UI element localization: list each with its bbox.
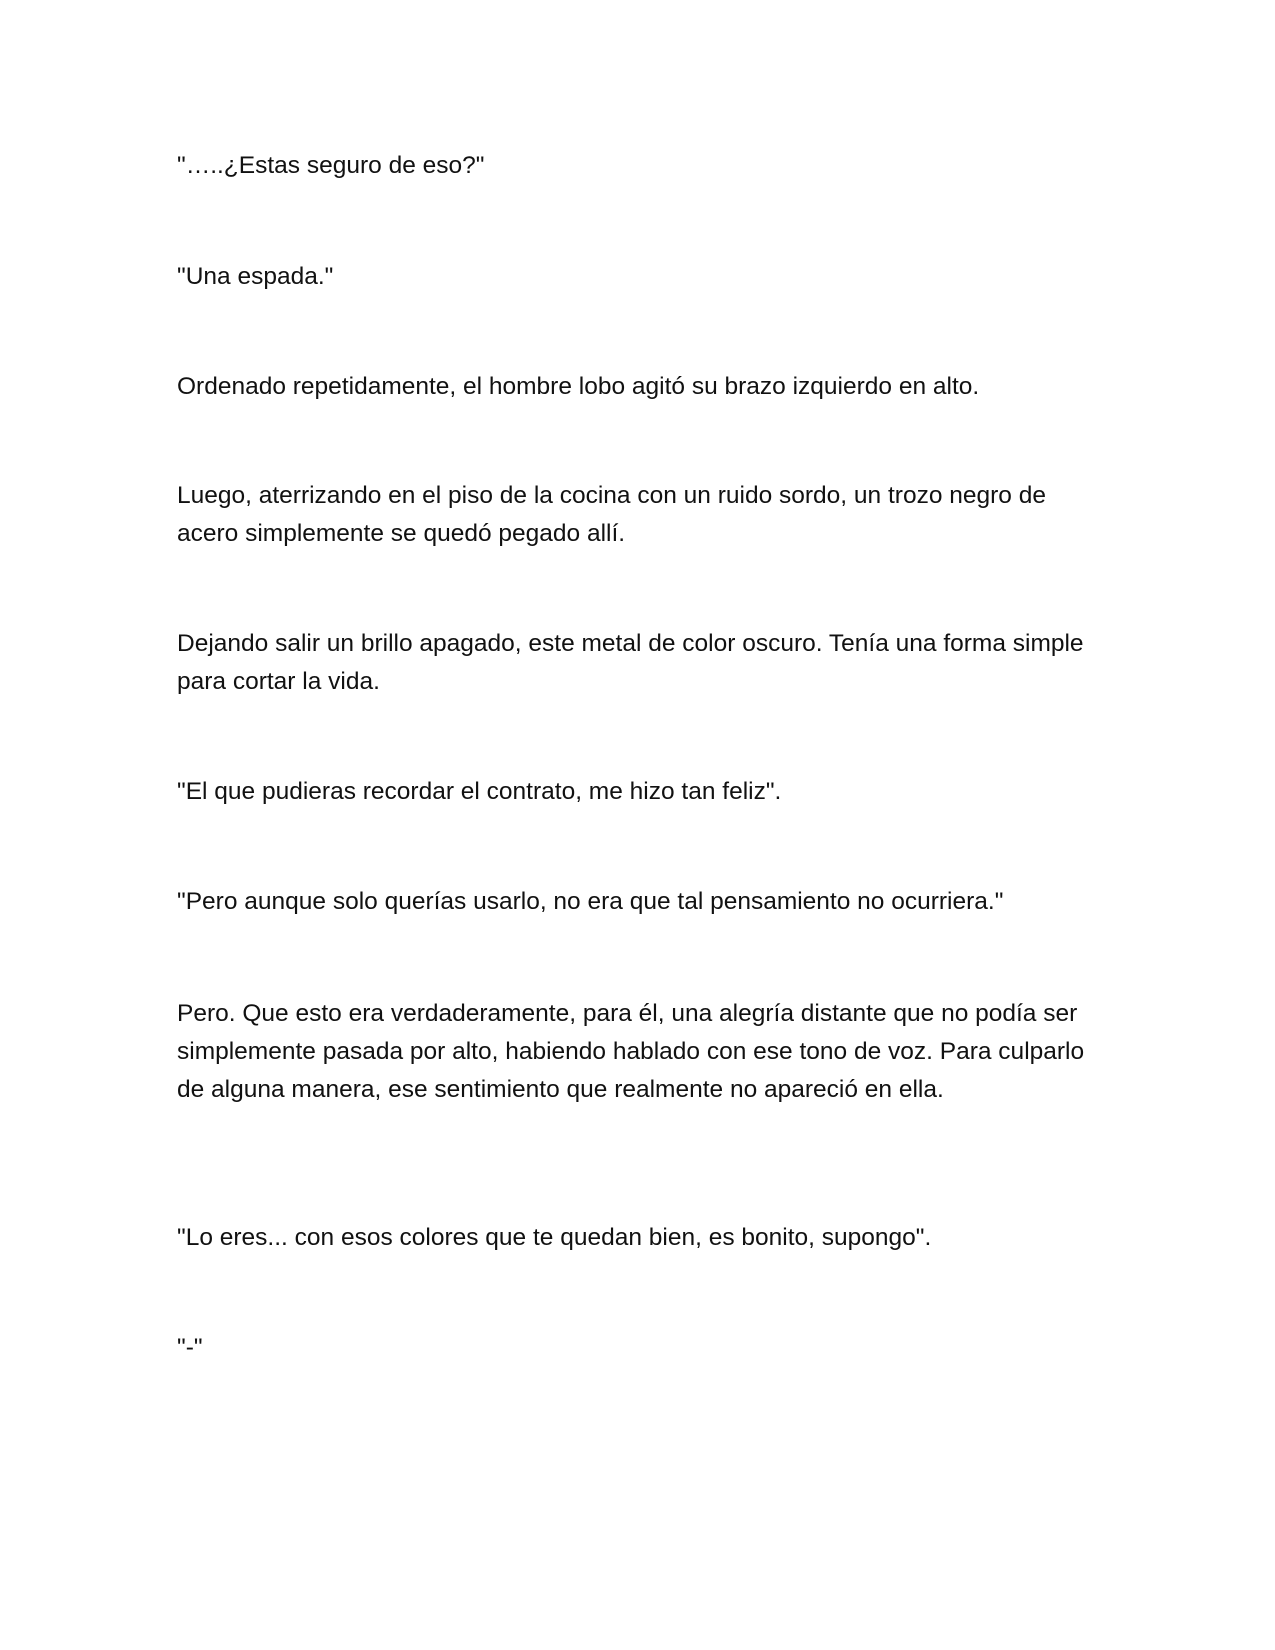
- paragraph: "El que pudieras recordar el contrato, me hizo tan feliz".: [177, 778, 782, 805]
- paragraph: Ordenado repetidamente, el hombre lobo agitó su brazo izquierdo en alto.: [177, 373, 980, 400]
- paragraph: "Lo eres... con esos colores que te quedan bien, es bonito, supongo".: [177, 1224, 932, 1251]
- paragraph: "-": [177, 1334, 203, 1361]
- paragraph: Pero. Que esto era verdaderamente, para él, una alegría distante que no podía ser simplemente pasada por alto, habiendo hablado con ese tono de voz. Para culparlo de alguna manera, ese sentimiento que realmente no apareció en ella.: [177, 1000, 1085, 1103]
- paragraph: Dejando salir un brillo apagado, este metal de color oscuro. Tenía una forma simple para cortar la vida.: [177, 630, 1084, 695]
- paragraph: "…..¿Estas seguro de eso?": [177, 152, 485, 179]
- paragraph: Luego, aterrizando en el piso de la cocina con un ruido sordo, un trozo negro de acero simplemente se quedó pegado allí.: [177, 482, 1046, 547]
- paragraph: "Pero aunque solo querías usarlo, no era que tal pensamiento no ocurriera.": [177, 888, 1004, 915]
- paragraph: "Una espada.": [177, 263, 334, 290]
